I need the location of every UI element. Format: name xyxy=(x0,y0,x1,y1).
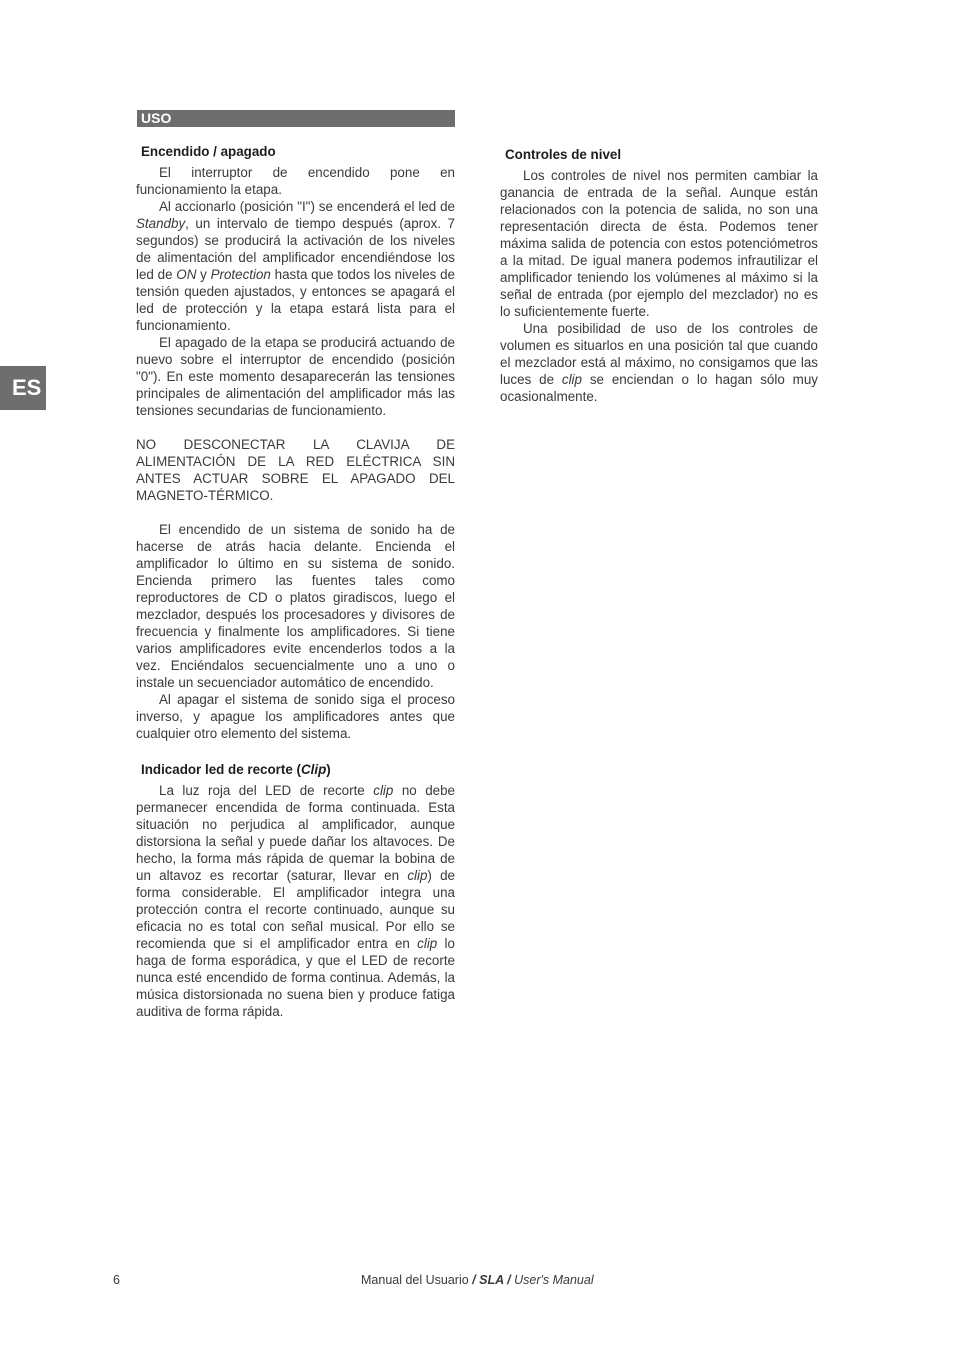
warning-text: NO DESCONECTAR LA CLAVIJA DE ALIMENTACIÓN DE LA RED ELÉCTRICA SIN ANTES ACTUAR SOBRE EL APAGADO DEL MAGNETO-TÉRMICO. xyxy=(136,437,455,503)
paragraph-power-1: El interruptor de encendido pone en funcionamiento la etapa. xyxy=(136,165,455,197)
paragraph-power-off: Al apagar el sistema de sonido siga el proceso inverso, y apague los amplificadores antes que cualquier otro elemento del sistema. xyxy=(136,692,455,741)
language-tab-label: ES xyxy=(12,375,42,400)
right-column xyxy=(500,146,818,405)
paragraph-clip: La luz roja del LED de recorte clip no debe permanecer encendida de forma continuada. Esta situación no perjudica al amplificador, aunque distorsiona la señal y puede dañar los altavoces. De hecho, la forma más rápida de quemar la bobina de un altavoz es recortar (saturar, llevar en clip) de forma considerable. El amplificador integra una protección contra el recorte continuado, aunque su eficacia no es total con señal musical. Por ello se recomienda que si el amplificador entra en clip lo haga de forma esporádica, y que el LED de recorte nunca esté encendido de forma continua. Además, la música distorsionada no suena bien y produce fatiga auditiva de forma rápida. xyxy=(136,783,456,1019)
paragraph-power-2: Al accionarlo (posición "I") se encenderá el led de Standby, un intervalo de tiempo después (aprox. 7 segundos) se producirá la activación de los niveles de alimentación del amplificador encendiéndose los led de ON y Protection hasta que todos los niveles de tensión queden ajustados, y entonces se apagará el led de protección y la etapa estará lista para el funcionamiento. xyxy=(136,199,455,333)
page-number: 6 xyxy=(113,1273,120,1287)
footer-title: Manual del Usuario / SLA / User's Manual xyxy=(361,1273,594,1287)
heading-clip: Indicador led de recorte (Clip) xyxy=(141,762,331,777)
section-title: USO xyxy=(141,110,172,126)
section-title-bar xyxy=(137,110,455,127)
language-tab xyxy=(0,366,46,410)
paragraph-power-3: El apagado de la etapa se producirá actuando de nuevo sobre el interruptor de encendido (posición "0"). En este momento desaparecerán las tensiones principales de alimentación del amplificador más las tensiones secundarias de funcionamiento. xyxy=(136,335,455,418)
left-column xyxy=(136,143,455,1020)
heading-power: Encendido / apagado xyxy=(141,144,276,159)
paragraph-level-2: Una posibilidad de uso de los controles de volumen es situarlos en una posición tal que cuando el mezclador está al máximo, no consigamos que las luces de clip se enciendan o lo hagan sólo muy ocasionalmente. xyxy=(500,321,818,404)
paragraph-power-order: El encendido de un sistema de sonido ha de hacerse de atrás hacia delante. Encienda el amplificador lo último en su sistema de sonido. Encienda primero las fuentes tales como reproductores de CD o platos giradiscos, luego el mezclador, después los procesadores y divisores de frecuencia y finalmente los amplificadores. Si tiene varios amplificadores evite encenderlos todos a la vez. Enciéndalos secuencialmente uno a uno o instale un secuenciador automático de encendido. xyxy=(136,522,455,690)
paragraph-level-1: Los controles de nivel nos permiten cambiar la ganancia de entrada de la señal. Aunque están relacionados con la potencia de salida, no son una representación directa de ésta. Podemos tener máxima salida de potencia con estos potenciómetros a la mitad. De igual manera podemos infrautilizar el amplificador teniendo los volúmenes al máximo si la señal de entrada (por ejemplo del mezclador) no es lo suficientemente fuerte. xyxy=(500,168,818,319)
heading-level-controls: Controles de nivel xyxy=(505,147,622,162)
